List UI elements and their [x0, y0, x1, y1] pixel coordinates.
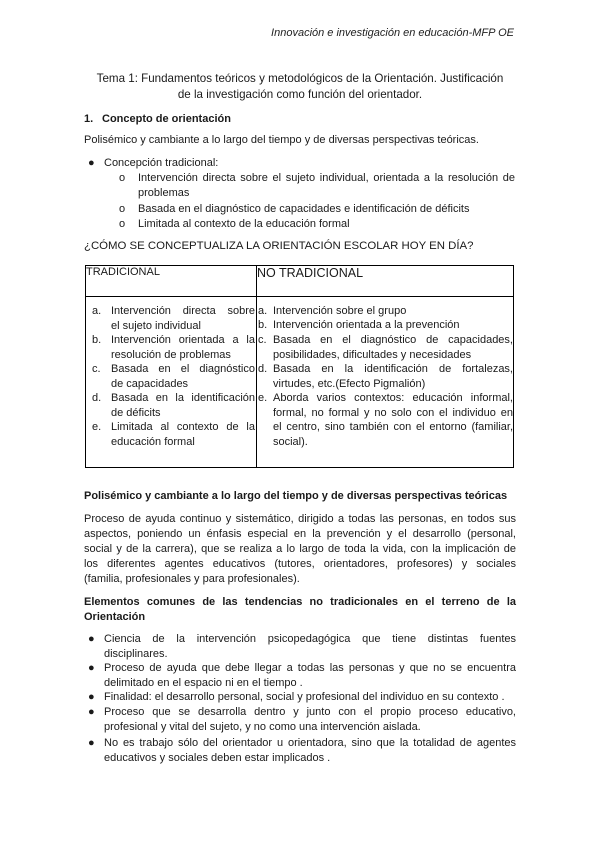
circle-bullet-icon: o — [119, 218, 126, 230]
page-title — [84, 71, 516, 103]
bullet-icon: ● — [88, 662, 95, 674]
bullet-text: Concepción tradicional: — [104, 157, 219, 169]
section-title: Concepto de orientación — [102, 113, 231, 125]
table-header-non-traditional: NO TRADICIONAL — [257, 266, 514, 297]
bullet-icon: ● — [88, 157, 95, 169]
bullet-icon: ● — [88, 633, 95, 645]
section-3-heading: Elementos comunes de las tendencias no tradicionales en el terreno de la Orientación — [84, 596, 516, 623]
table-header-traditional: TRADICIONAL — [86, 266, 257, 297]
bullet-icon: ● — [88, 706, 95, 718]
title-line-2: de la investigación como función del orientador. — [177, 88, 423, 101]
section-2-paragraph: Proceso de ayuda continuo y sistemático, dirigido a todas las personas, en todos sus aspectos, poniendo un énfasis especial en la prevención y el desarrollo (personal, social y de la carrera), que se realiza a lo largo de toda la vida, con la implicación de los diferentes agentes educativos (tutores, orientadores, profesores) y sociales (familia, profesionales y para profesionales). — [84, 513, 516, 585]
circle-bullet-icon: o — [119, 203, 126, 215]
section-number: 1. — [84, 113, 94, 125]
section-1-heading — [84, 113, 231, 125]
section-1-intro: Polisémico y cambiante a lo largo del tiempo y de diversas perspectivas teóricas. — [84, 134, 479, 146]
circle-bullet-icon: o — [119, 172, 126, 184]
title-line-1: Tema 1: Fundamentos teóricos y metodológicos de la Orientación. Justificación — [96, 72, 504, 85]
sub-list-text: Intervención directa sobre el sujeto individual, orientada a la resolución de problemas — [138, 172, 515, 199]
sub-list-item — [117, 171, 515, 201]
document-page: Innovación e investigación en educación-MFP OE Tema 1: Fundamentos teóricos y metodológicos de la Orientación. Justificación de la investigación como función del orientador. 1. Concepto de orientación Polisémico y cambiante a lo largo del tiempo y de diversas perspectivas teóricas. ● Concepción tradicional: o Intervención directa sobre el sujeto individual, orientada a la resolución de problemas o Basada en el diagnóstico de capacidades e identificación de déficits o Limitada al contexto de la educación formal ¿CÓMO SE CONCEPTUALIZA LA ORIENTACIÓN ESCOLAR HOY EN DÍA? TRADICIONAL NO TRADICIONAL a. Intervención directa sobre el sujeto individual b. Intervención orientada a la resolución de problemas c. Basada en el diagnóstico de capacidades d. Basada en la identificación de déficits e. Limitada al contexto de la educación formal a. Intervención sobre el grupo b. Intervención orientada a la prevención c. Basada en el diagnóstico de capacidades, posibilidades, dificultades y necesidades d. Basada en la identificación de fortalezas, virtudes, etc.(Efecto Pigmalión) e. Aborda varios contextos: educación informal, formal, no formal y no solo con el individuo en el centro, sino también con el entorno (familiar, social). Polisémico y cambiante a lo largo del tiempo y de diversas perspectivas teóricas Proceso de ayuda continuo y sistemático, dirigido a todas las personas, en todos sus aspectos, poniendo un énfasis especial en la prevención y el desarrollo (personal, social y de la carrera), que se realiza a lo largo de toda la vida, con la implicación de los diferentes agentes educativos (tutores, orientadores, profesores) y sociales (familia, profesionales y para profesionales). Elementos comunes de las tendencias no tradicionales en el terreno de la Orientación ● Ciencia de la intervención psicopedagógica que tiene distintas fuentes disciplinares. ● Proceso de ayuda que debe llegar a todas las personas y que no se encuentra delimitado en el espacio ni en el tiempo . ● Finalidad: el desarrollo personal, social y profesional del individuo en su contexto . ● Proceso que se desarrolla dentro y junto con el propio proceso educativo, profesional y vital del sujeto, y no como una intervención aislada. ● No es trabajo sólo del orientador u orientadora, sino que la totalidad de agentes educativos y sociales deben estar implicados . — [84, 27, 516, 764]
question-heading: ¿CÓMO SE CONCEPTUALIZA LA ORIENTACIÓN ESCOLAR HOY EN DÍA? — [84, 240, 474, 252]
bullet-icon: ● — [88, 737, 95, 749]
bullet-icon: ● — [88, 691, 95, 703]
traditional-column: a. Intervención directa sobre el sujeto individual b. Intervención orientada a la resolución de problemas c. Basada en el diagnóstico de capacidades d. Basada en la identificación de déficits e. Limitada al contexto de la educación formal — [86, 297, 257, 468]
non-traditional-column: a. Intervención sobre el grupo b. Intervención orientada a la prevención c. Basada en el diagnóstico de capacidades, posibilidades, dificultades y necesidades d. Basada en la identificación de fortalezas, virtudes, etc.(Efecto Pigmalión) e. Aborda varios contextos: educación informal, formal, no formal y no solo con el individuo en el centro, sino también con el entorno (familiar, social). — [257, 297, 514, 468]
running-header: Innovación e investigación en educación-MFP OE — [271, 27, 514, 39]
section-2-heading: Polisémico y cambiante a lo largo del tiempo y de diversas perspectivas teóricas — [84, 490, 508, 502]
comparison-table — [85, 265, 514, 468]
